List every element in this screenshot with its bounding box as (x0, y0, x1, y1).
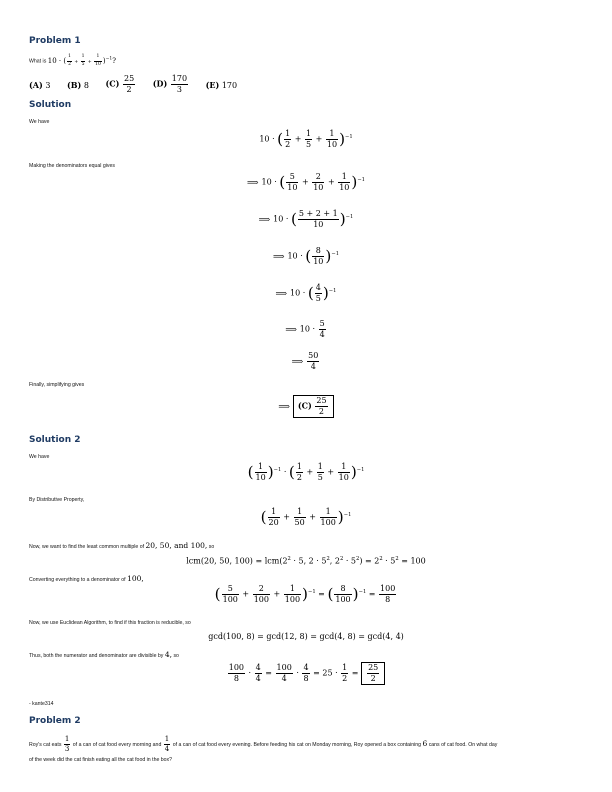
equation-convert: ( $\frac{5}{100}$ + $\frac{2}{100}$ + $\frac{1}{100}$ )$^{-1}$ = ( $\frac{8}{100}$ )$^{-1}$ = $\frac{100}{8}$ (214, 584, 396, 604)
equation-final-2: $\frac{100}{8}$ · $\frac{4}{4}$ = $\frac{100}{4}$ · $\frac{4}{8}$ = 25 · $\frac{1}{2}$ = $\frac{25}{2}$ (0, 662, 612, 685)
problem-2-text-line-2: of the week did the cat finish eating all the cat food in the box? (29, 757, 173, 763)
equation-s2-1: ( $\frac{1}{10}$ )$^{-1}$ · ( $\frac{1}{2}$ + $\frac{1}{5}$ + $\frac{1}{10}$ )$^{-1}$ (247, 462, 365, 482)
equation-lcm: lcm(20, 50, $100) = lcm(2^2 \cdot 5$, $2 \cdot 5^2$, $2^2 \cdot 5^2) = 2^2 \cdot 5^2 = 100$ (186, 556, 426, 566)
choice-e: (E) 170 (205, 79, 238, 90)
choice-c: (C) $\frac{25}{2}$ (105, 74, 135, 94)
euclid-text: Now, we use Euclidean Algorithm, to find if this fraction is reducible, so (29, 620, 191, 626)
problem-2-text: Roy's cat eats $\frac{1}{3}$ of a can of cat food every morning and $\frac{1}{4}$ of a can of cat food every evening. Before feeding his cat on Monday morning, Roy opened a box containing 6 cans of cat food. On what day (29, 735, 498, 753)
question-prefix: What is (29, 58, 47, 65)
divisible-text: Thus, both the numerator and denominator are divisible by 4, so (29, 650, 179, 659)
solution-1-intro: We have (29, 119, 50, 125)
lcm-text: Now, we want to find the least common multiple of 20, 50, and 100, so (29, 541, 215, 550)
equation-3: ⟹ 10 · ( $\frac{5 + 2 + 1}{10}$ )$^{-1}$ (258, 209, 354, 229)
choice-d: (D) $\frac{170}{3}$ (152, 74, 188, 94)
final-answer-1: ⟹ (C) $\frac{25}{2}$ (0, 395, 612, 418)
equation-gcd: gcd(100, 8) = gcd(12, 8) = gcd(4, 8) = gcd(4, 4) (208, 632, 404, 641)
solution-1-heading: Solution (29, 100, 72, 110)
equation-4: ⟹ 10 · ( $\frac{8}{10}$ )$^{-1}$ (273, 246, 339, 266)
denominators-text: Making the denominators equal gives (29, 163, 115, 169)
choice-a: (A) 3 (29, 79, 51, 90)
equation-7: ⟹ $\frac{50}{4}$ (291, 351, 319, 371)
choice-b: (B) 8 (66, 79, 89, 90)
author-credit: - kante314 (29, 701, 54, 707)
equation-5: ⟹ 10 · ( $\frac{4}{5}$ )$^{-1}$ (275, 283, 337, 303)
problem-1-question (29, 55, 116, 67)
problem-2-heading: Problem 2 (29, 716, 81, 726)
problem-1-heading: Problem 1 (29, 36, 81, 46)
solution-2-heading: Solution 2 (29, 435, 81, 445)
equation-1: 10 · ( $\frac{1}{2}$ + $\frac{1}{5}$ + $\frac{1}{10}$ )$^{-1}$ (259, 129, 353, 149)
equation-s2-2: ( $\frac{1}{20}$ + $\frac{1}{50}$ + $\frac{1}{100}$ )$^{-1}$ (260, 507, 352, 527)
equation-2: ⟹ 10 · ( $\frac{5}{10}$ + $\frac{2}{10}$ + $\frac{1}{10}$ )$^{-1}$ (247, 172, 365, 192)
answer-choices (29, 75, 251, 94)
simplify-text: Finally, simplifying gives (29, 382, 85, 388)
distributive-text: By Distributive Property, (29, 497, 85, 503)
convert-text: Converting everything to a denominator of 100, (29, 574, 144, 583)
question-expression: 10 · ( $\frac{1}{2}$ + $\frac{1}{5}$ + $\frac{1}{10}$ )$^{-1}$? (47, 54, 117, 67)
equation-6: ⟹ 10 · $\frac{5}{4}$ (285, 319, 325, 339)
solution-2-intro: We have (29, 454, 50, 460)
